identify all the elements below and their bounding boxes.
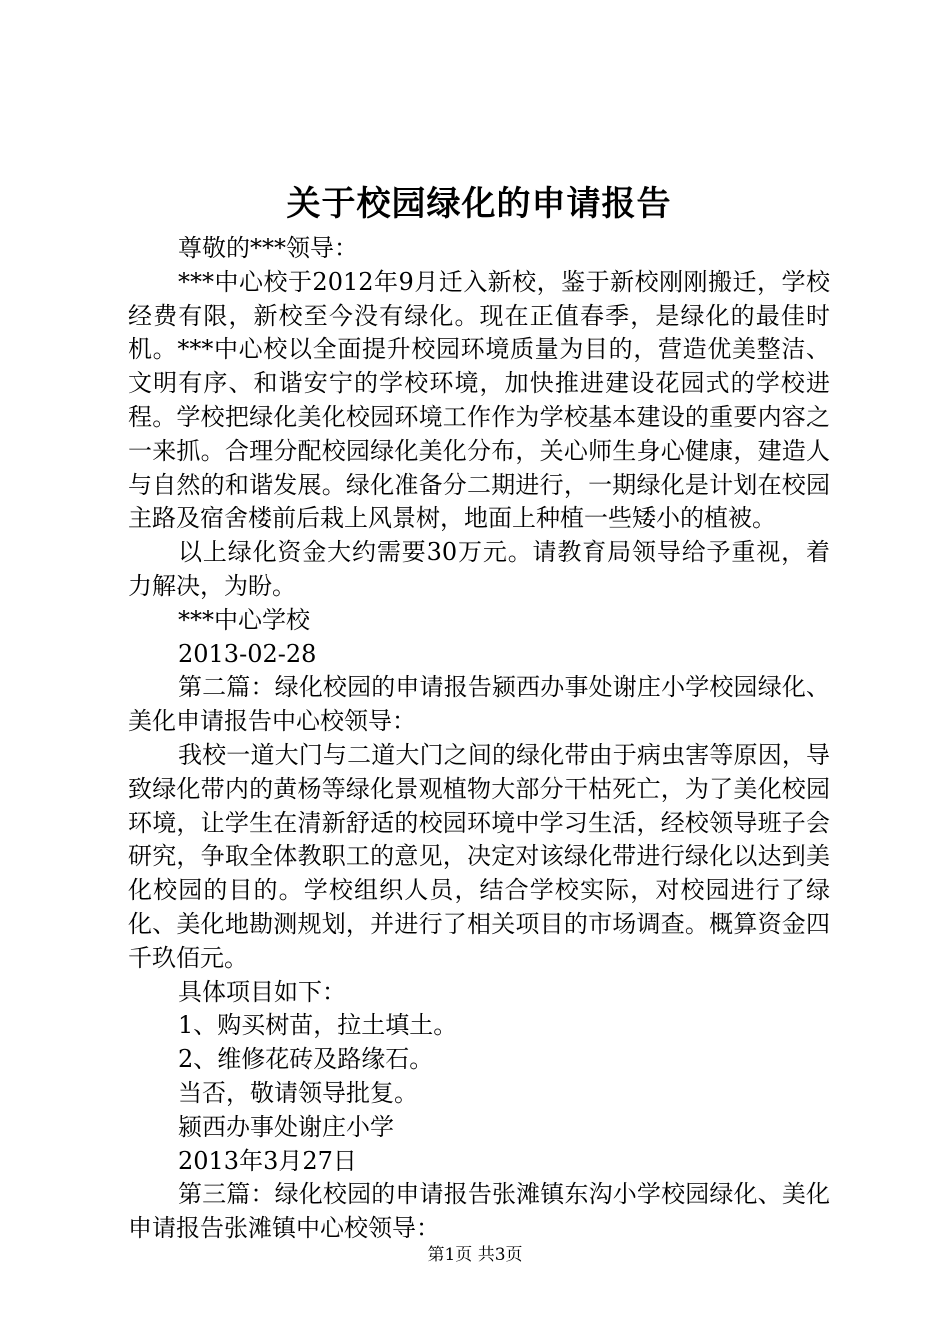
list-item: 1、购买树苗，拉土填土。 <box>178 1011 458 1040</box>
signature-date: 2013年3月27日 <box>178 1146 357 1175</box>
signature-org: 颍西办事处谢庄小学 <box>178 1112 394 1141</box>
body-paragraph: ***中心校于2012年9月迁入新校，鉴于新校刚刚搬迁，学校经费有限，新校至今没有绿化。现在正值春季，是绿化的最佳时机。***中心校以全面提升校园环境质量为目的，营造优美整洁、文明有序、和谐安宁的学校环境，加快推进建设花园式的学校进程。学校把绿化美化校园环境工作作为学校基本建设的重要内容之一来抓。合理分配校园绿化美化分布，关心师生身心健康，建造人与自然的和谐发展。绿化准备分二期进行，一期绿化是计划在校园主路及宿舍楼前后栽上风景树，地面上种植一些矮小的植被。 <box>128 267 830 533</box>
signature-date: 2013-02-28 <box>178 639 317 668</box>
list-intro: 具体项目如下： <box>178 977 346 1006</box>
body-paragraph: 我校一道大门与二道大门之间的绿化带由于病虫害等原因，导致绿化带内的黄杨等绿化景观植物大部分干枯死亡，为了美化校园环境，让学生在清新舒适的校园环境中学习生活，经校领导班子会研究，争取全体教职工的意见，决定对该绿化带进行绿化以达到美化校园的目的。学校组织人员，结合学校实际，对校园进行了绿化、美化地勘测规划，并进行了相关项目的市场调查。概算资金四千玖佰元。 <box>128 740 830 972</box>
signature-org: ***中心学校 <box>178 605 310 634</box>
document-title: 关于校园绿化的申请报告 <box>286 184 672 224</box>
section-heading: 第三篇：绿化校园的申请报告张滩镇东沟小学校园绿化、美化申请报告张滩镇中心校领导： <box>128 1180 830 1243</box>
list-item: 2、维修花砖及路缘石。 <box>178 1045 434 1074</box>
document-body <box>128 232 830 1246</box>
section-heading: 第二篇：绿化校园的申请报告颍西办事处谢庄小学校园绿化、美化申请报告中心校领导： <box>128 673 830 736</box>
page-footer: 第1页 共3页 <box>427 1245 523 1265</box>
document-page <box>128 180 830 1246</box>
closing-line: 当否，敬请领导批复。 <box>178 1078 418 1107</box>
salutation: 尊敬的***领导： <box>178 234 358 262</box>
body-paragraph: 以上绿化资金大约需要30万元。请教育局领导给予重视，着力解决，为盼。 <box>128 538 830 600</box>
